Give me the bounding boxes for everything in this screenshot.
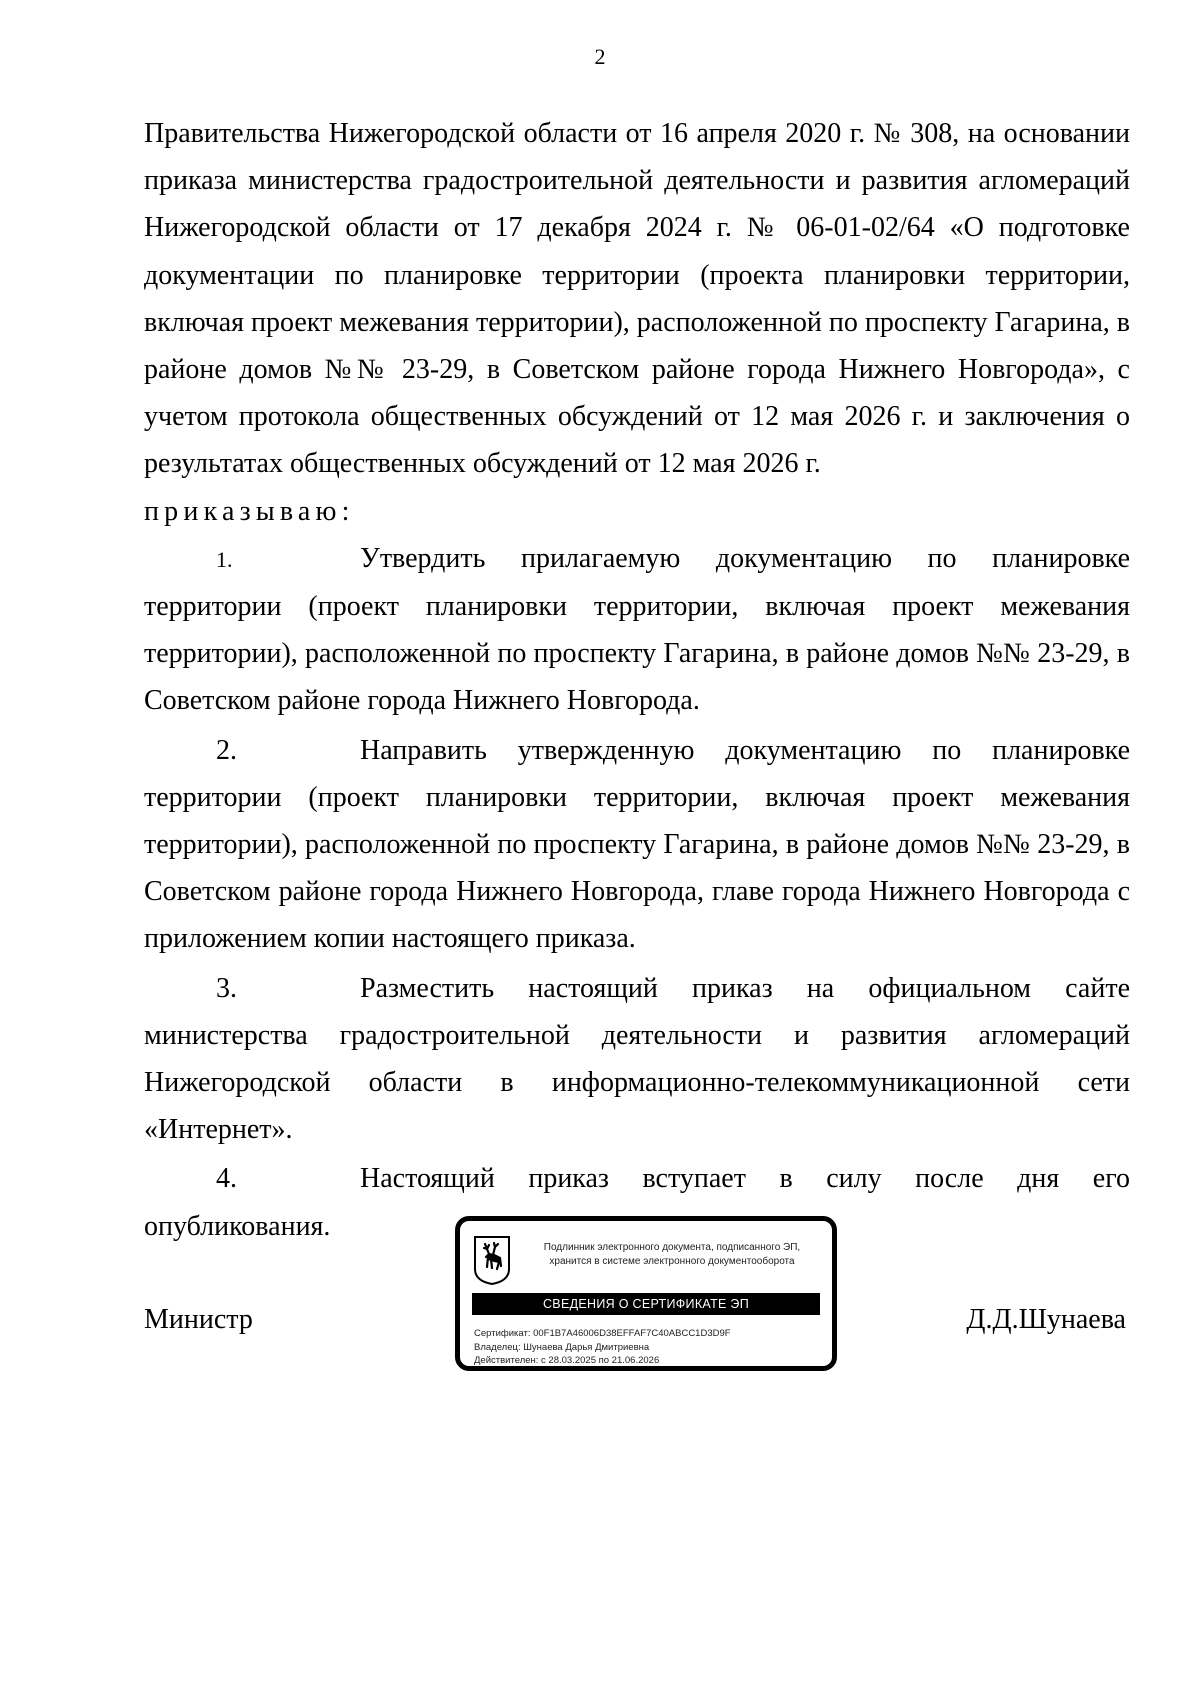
certificate-owner: Владелец: Шунаева Дарья Дмитриевна [474,1341,650,1353]
item-number: 2. [216,734,237,766]
item-number: 4. [216,1163,237,1195]
deer-coat-of-arms-icon [472,1235,512,1285]
stamp-note [524,1241,820,1269]
stamp-header: СВЕДЕНИЯ О СЕРТИФИКАТЕ ЭП [472,1293,820,1315]
order-item-3 [144,965,1130,1154]
item-number: 3. [216,972,237,1004]
electronic-signature-stamp [455,1216,837,1371]
order-word: приказываю: [144,495,355,527]
order-item-2 [144,727,1130,963]
stamp-note-line: хранится в системе электронного документооборота [549,1256,795,1267]
item-number: 1. [216,546,233,572]
intro-paragraph: Правительства Нижегородской области от 16 апреля 2020 г. № 308, на основании приказа министерства градостроительной деятельности и развития агломераций Нижегородской области от 17 декабря 2024 г. № 06-01-02/64 «О подготовке документации по планировке территории (проекта планировки территории, включая проект межевания территории), расположенной по проспекту Гагарина, в районе домов №№ 23-29, в Советском районе города Нижнего Новгорода», с учетом протокола общественных обсуждений от 12 мая 2026 г. и заключения о результатах общественных обсуждений от 12 мая 2026 г. [144,118,1130,480]
item-text: Направить утвержденную документацию по планировке территории (проект планировки территории, включая проект межевания территории), расположенной по проспекту Гагарина, в районе домов №№ 23-29, в Советском районе города Нижнего Новгорода, главе города Нижнего Новгорода с приложением копии настоящего приказа. [144,734,1130,955]
certificate-number: Сертификат: 00F1B7A46006D38EFFAF7C40ABCC1D3D9F [474,1328,731,1339]
page-number: 2 [594,44,606,69]
certificate-details [474,1327,731,1368]
item-text: Утвердить прилагаемую документацию по планировке территории (проект планировки территории, включая проект межевания территории), расположенной по проспекту Гагарина, в районе домов №№ 23-29, в Советском районе города Нижнего Новгорода. [144,542,1130,717]
item-text: Разместить настоящий приказ на официальном сайте министерства градостроительной деятельности и развития агломераций Нижегородской области в информационно-телекоммуникационной сети «Интернет». [144,972,1130,1146]
signatory-name: Д.Д.Шунаева [966,1304,1126,1335]
item-text: Настоящий приказ вступает в силу после дня его опубликования. [144,1163,1130,1242]
order-item-1 [144,535,1130,725]
certificate-validity: Действителен: с 28.03.2025 по 21.06.2026 [474,1355,660,1366]
signature-block [0,1216,1200,1376]
stamp-note-line: Подлинник электронного документа, подписанного ЭП, [543,1242,801,1253]
signatory-title: Министр [144,1304,253,1335]
document-body [144,110,1130,1250]
